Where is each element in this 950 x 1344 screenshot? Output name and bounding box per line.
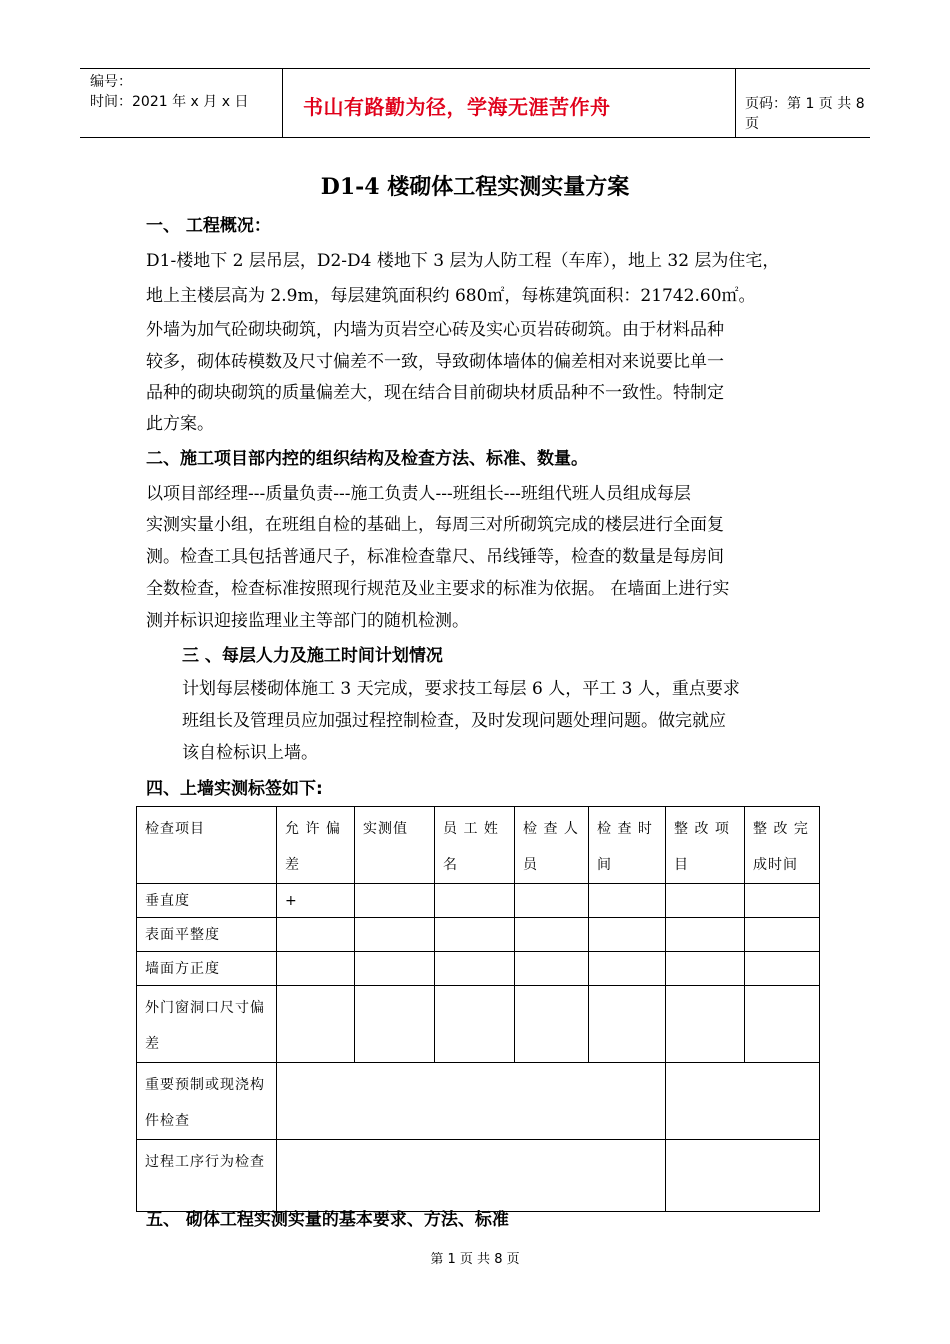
table-cell — [745, 952, 820, 986]
table-header-row — [137, 807, 820, 884]
table-cell — [355, 952, 435, 986]
table-cell-merged — [277, 1140, 666, 1212]
table-header-cell: 员 工 姓 名 — [435, 807, 515, 884]
section1-line: 此方案。 — [146, 414, 214, 434]
table-cell-item: 墙面方正度 — [137, 952, 277, 986]
table-cell — [589, 918, 666, 952]
section3-heading: 三 、每层人力及施工时间计划情况 — [182, 646, 443, 666]
table-row — [137, 1140, 820, 1212]
table-header-cell: 检 查 时 间 — [589, 807, 666, 884]
table-cell — [589, 952, 666, 986]
header-meta — [80, 69, 282, 137]
table-cell — [666, 986, 745, 1063]
table-cell — [745, 884, 820, 918]
table-cell — [435, 918, 515, 952]
table-header-cell: 允 许 偏 差 — [277, 807, 355, 884]
section2-line: 实测实量小组，在班组自检的基础上，每周三对所砌筑完成的楼层进行全面复 — [146, 515, 724, 535]
table-cell — [666, 884, 745, 918]
table-cell-item: 垂直度 — [137, 884, 277, 918]
section2-line: 测并标识迎接监理业主等部门的随机检测。 — [146, 611, 469, 631]
table-cell — [745, 986, 820, 1063]
table-cell — [355, 918, 435, 952]
table-cell-allow — [277, 952, 355, 986]
table-row — [137, 884, 820, 918]
table-cell — [666, 952, 745, 986]
page-footer: 第 1 页 共 8 页 — [430, 1252, 520, 1267]
section1-line: 地上主楼层高为 2.9m，每层建筑面积约 680㎡，每栋建筑面积：21742.60㎡。 — [146, 286, 756, 306]
table-cell-item: 重要预制或现浇构件检查 — [137, 1063, 277, 1140]
section1-heading: 一、 工程概况： — [146, 216, 271, 236]
header-page-cell — [735, 69, 870, 137]
section1-line: D1-楼地下 2 层吊层，D2-D4 楼地下 3 层为人防工程（车库），地上 32 层为住宅， — [146, 251, 780, 271]
section3-line: 该自检标识上墙。 — [182, 743, 318, 763]
section1-line: 较多，砌体砖模数及尺寸偏差不一致，导致砌体墙体的偏差相对来说要比单一 — [146, 352, 724, 372]
table-header-cell: 整 改 完 成时间 — [745, 807, 820, 884]
document-title: D1-4 楼砌体工程实测实量方案 — [320, 174, 630, 200]
table-cell — [515, 884, 589, 918]
section3-line: 计划每层楼砌体施工 3 天完成，要求技工每层 6 人，平工 3 人，重点要求 — [182, 679, 740, 699]
table-row — [137, 986, 820, 1063]
section4-heading: 四、上墙实测标签如下: — [146, 779, 323, 799]
section1-line: 品种的砌块砌筑的质量偏差大，现在结合目前砌块材质品种不一致性。特制定 — [146, 383, 724, 403]
header-number: 编号： — [90, 74, 132, 90]
section2-line: 测。检查工具包括普通尺子，标准检查靠尺、吊线锤等，检查的数量是每房间 — [146, 547, 724, 567]
table-cell-allow — [277, 986, 355, 1063]
table-cell — [666, 918, 745, 952]
table-cell — [355, 884, 435, 918]
table-cell — [515, 918, 589, 952]
section2-line: 以项目部经理---质量负责---施工负责人---班组长---班组代班人员组成每层 — [146, 484, 691, 504]
table-header-cell: 检查项目 — [137, 807, 277, 884]
table-cell — [435, 884, 515, 918]
table-header-cell: 实测值 — [355, 807, 435, 884]
header-motto: 书山有路勤为径，学海无涯苦作舟 — [303, 95, 611, 119]
table-row — [137, 1063, 820, 1140]
table-cell — [589, 884, 666, 918]
table-row — [137, 918, 820, 952]
section1-line: 外墙为加气砼砌块砌筑，内墙为页岩空心砖及实心页岩砖砌筑。由于材料品种 — [146, 320, 724, 340]
table-cell-item: 过程工序行为检查 — [137, 1140, 277, 1212]
table-header-cell: 整 改 项 目 — [666, 807, 745, 884]
header-time: 时间：2021 年 x 月 x 日 — [90, 94, 249, 110]
table-row — [137, 952, 820, 986]
page-header — [80, 68, 870, 138]
table-cell — [435, 986, 515, 1063]
table-cell-item: 外门窗洞口尺寸偏差 — [137, 986, 277, 1063]
header-motto-cell — [282, 69, 736, 137]
table-cell — [515, 986, 589, 1063]
inspection-table — [136, 806, 820, 1212]
table-cell-merged — [666, 1140, 820, 1212]
table-cell-merged — [277, 1063, 666, 1140]
table-cell — [515, 952, 589, 986]
table-cell — [355, 986, 435, 1063]
section2-heading: 二、施工项目部内控的组织结构及检查方法、标准、数量。 — [146, 449, 588, 469]
table-cell-allow: + — [277, 884, 355, 918]
header-page-info: 页码：第 1 页 共 8 页 — [745, 96, 865, 132]
table-cell — [435, 952, 515, 986]
section5-heading: 五、 砌体工程实测实量的基本要求、方法、标准 — [146, 1210, 509, 1230]
section3-line: 班组长及管理员应加强过程控制检查，及时发现问题处理问题。做完就应 — [182, 711, 726, 731]
table-cell — [589, 986, 666, 1063]
table-cell — [745, 918, 820, 952]
table-header-cell: 检 查 人 员 — [515, 807, 589, 884]
section2-line: 全数检查，检查标准按照现行规范及业主要求的标准为依据。 在墙面上进行实 — [146, 579, 730, 599]
table-cell-item: 表面平整度 — [137, 918, 277, 952]
table-cell-merged — [666, 1063, 820, 1140]
table-cell-allow — [277, 918, 355, 952]
